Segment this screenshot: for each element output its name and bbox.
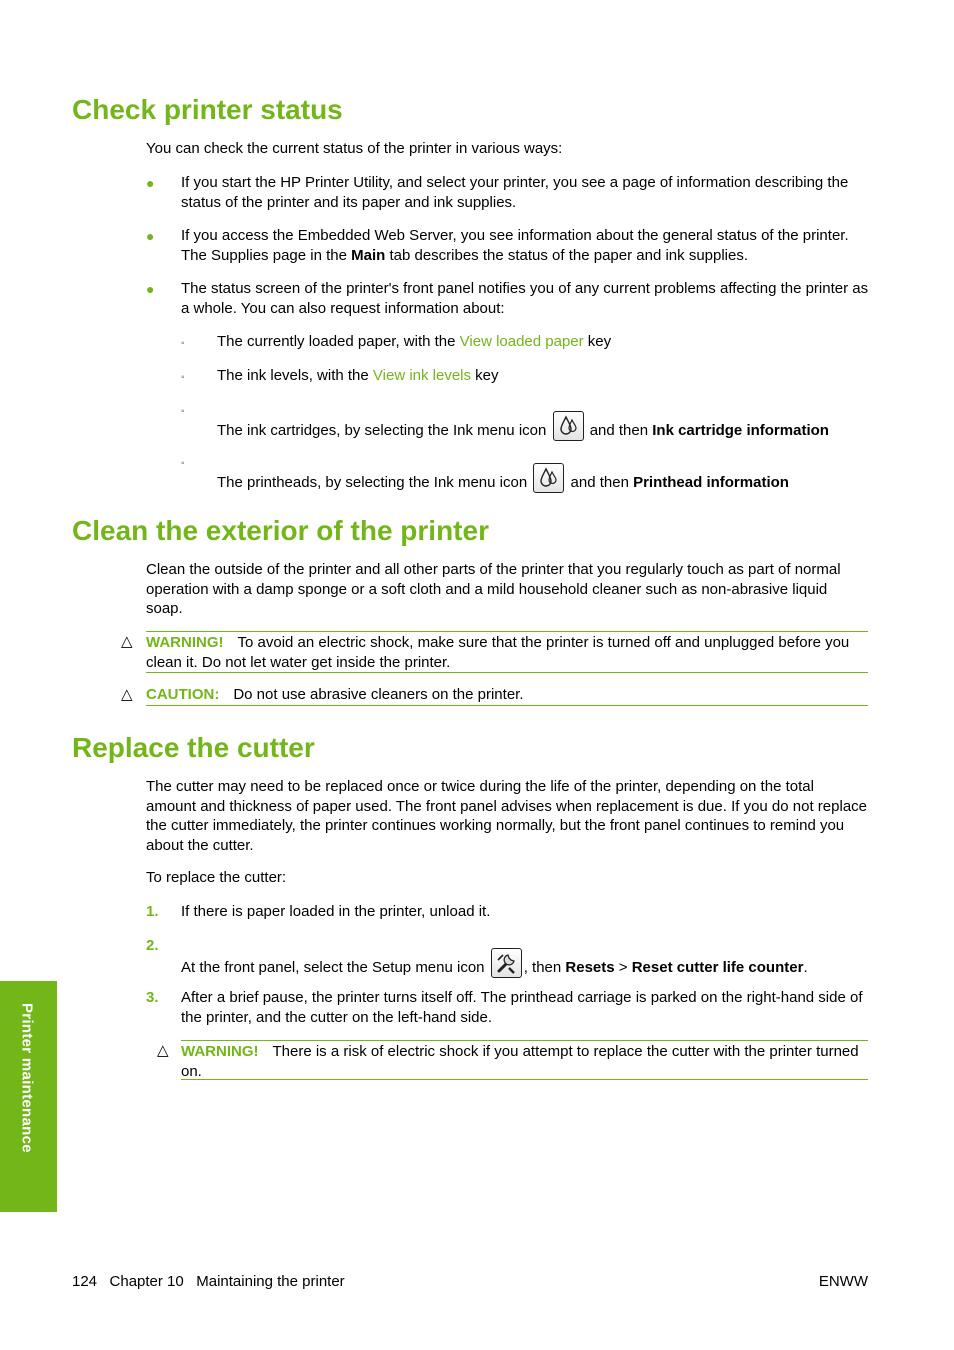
view-loaded-paper-link[interactable]: View loaded paper [459,333,584,350]
warning-text: To avoid an electric shock, make sure that the printer is turned off and unplugged before you clean it. Do not let water get inside the printer. [146,634,850,671]
cutter-step-3: After a brief pause, the printer turns itself off. The printhead carriage is parked on the right-hand side of the printer, and the cutter on the left-hand side. [181,989,863,1026]
sub-bullet-icon: ◦ [181,338,185,349]
heading-check-printer-status: Check printer status [72,94,343,125]
bullet-icon: ● [146,228,155,244]
setup-menu-icon [491,948,522,978]
status-sub-4: The printheads, by selecting the Ink menu icon and then Printhead information [217,463,877,493]
cutter-body: The cutter may need to be replaced once or twice during the life of the printer, depending on the total amount and thickness of paper used. The front panel advises when replacement is due. If you do not replace the cutter immediately, the printer continues working normally, but the front panel continues to remind you about the cutter. [146,778,868,854]
heading-clean-exterior: Clean the exterior of the printer [72,515,489,546]
clean-warning-note [146,631,868,673]
view-ink-levels-link[interactable]: View ink levels [372,367,472,384]
status-bullet-3: The status screen of the printer's front panel notifies you of any current problems affecting the printer as a whole. You can also request information about: [181,280,869,317]
sub-bullet-icon: ◦ [181,406,185,417]
footer-left: 124 Chapter 10 Maintaining the printer [72,1273,345,1290]
warning-text: There is a risk of electric shock if you attempt to replace the cutter with the printer turned on. [181,1043,859,1080]
ink-menu-icon [533,463,564,493]
heading-replace-cutter: Replace the cutter [72,732,315,763]
warning-label: WARNING! [146,634,224,651]
cutter-warning-note [181,1040,868,1080]
warning-icon: △ [157,1042,169,1059]
bullet-icon: ● [146,281,155,297]
bullet-icon: ● [146,175,155,191]
cutter-intro: To replace the cutter: [146,869,287,886]
side-tab-label: Printer maintenance [18,1003,36,1153]
footer-right: ENWW [818,1273,868,1290]
warning-icon: △ [121,633,133,650]
step-number: 3. [146,989,159,1006]
step-number: 1. [146,903,159,920]
status-sub-2: The ink levels, with the View ink levels key [217,367,499,384]
status-sub-1: The currently loaded paper, with the View loaded paper key [217,333,612,350]
sub-bullet-icon: ◦ [181,458,185,469]
chapter-side-tab [0,981,57,1212]
status-intro: You can check the current status of the printer in various ways: [146,140,563,157]
caution-icon: △ [121,686,133,703]
cutter-step-1: If there is paper loaded in the printer, unload it. [181,903,491,920]
cutter-step-2: At the front panel, select the Setup menu icon , then Resets > Reset cutter life counter. [181,948,871,978]
ink-menu-icon [553,411,584,441]
caution-label: CAUTION: [146,686,220,703]
sub-bullet-icon: ◦ [181,372,185,383]
status-bullet-1: If you start the HP Printer Utility, and select your printer, you see a page of information describing the status of the printer and its paper and ink supplies. [181,174,849,211]
caution-text: Do not use abrasive cleaners on the printer. [233,686,524,703]
warning-label: WARNING! [181,1043,259,1060]
clean-caution-note [146,684,868,706]
status-sub-3: The ink cartridges, by selecting the Ink menu icon and then Ink cartridge information [217,411,877,441]
clean-body: Clean the outside of the printer and all other parts of the printer that you regularly touch as part of normal operation with a damp sponge or a soft cloth and a mild household cleaner such as non-abrasive liquid soap. [146,561,841,617]
step-number: 2. [146,937,159,954]
status-bullet-2: If you access the Embedded Web Server, you see information about the general status of the printer. The Supplies page in the Main tab describes the status of the paper and ink supplies. [181,227,849,264]
